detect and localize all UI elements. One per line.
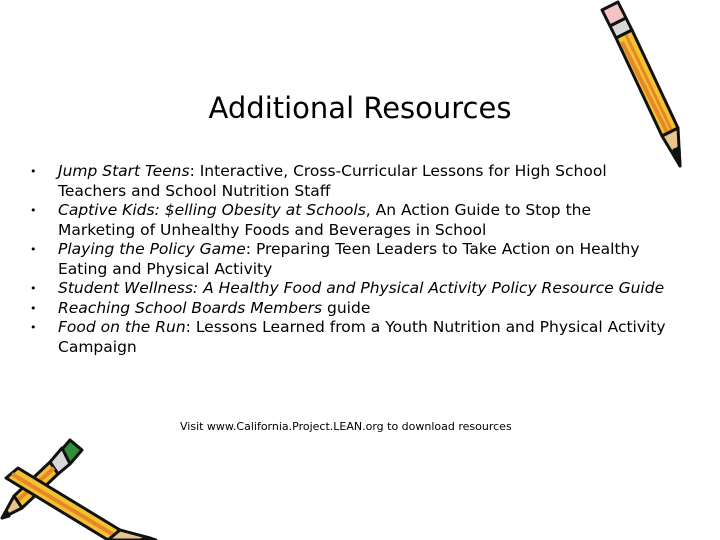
- pencil-top-right-icon: [596, 0, 696, 180]
- bullet: •: [30, 282, 37, 295]
- list-item: [24, 279, 672, 299]
- resource-title: Captive Kids: $elling Obesity at Schools: [58, 201, 366, 219]
- bullet: •: [30, 204, 37, 217]
- list-item: [24, 162, 672, 201]
- resource-description: guide: [322, 298, 371, 317]
- resource-title: Reaching School Boards Members: [58, 298, 323, 317]
- resource-description: , An Action Guide to Stop the Marketing of Unhealthy Foods and Beverages in School: [58, 201, 592, 239]
- resource-description: : Preparing Teen Leaders to Take Action on Healthy Eating and Physical Activity: [58, 240, 640, 278]
- resource-description: : Interactive, Cross-Curricular Lessons for High School Teachers and School Nutrition Staff: [58, 162, 607, 200]
- resource-list: [24, 162, 672, 357]
- slide-title: Additional Resources: [208, 91, 512, 125]
- bullet: •: [30, 165, 37, 178]
- resource-title: Food on the Run: [58, 318, 186, 336]
- resource-description: : Lessons Learned from a Youth Nutrition and Physical Activity Campaign: [58, 318, 666, 356]
- bullet: •: [30, 243, 37, 256]
- footer-note: Visit www.California.Project.LEAN.org to download resources: [180, 420, 512, 433]
- bullet: •: [30, 301, 37, 315]
- resource-title: Student Wellness: A Healthy Food and Physical Activity Policy Resource Guide: [58, 279, 665, 297]
- pencil-bottom-left-icon: [0, 434, 160, 540]
- list-item: [24, 240, 672, 279]
- resource-title: Jump Start Teens: [58, 162, 190, 180]
- resource-title: Playing the Policy Game: [58, 240, 246, 258]
- list-item: [24, 201, 672, 240]
- list-item: [24, 318, 672, 357]
- bullet: •: [30, 321, 37, 334]
- list-item: [24, 299, 672, 319]
